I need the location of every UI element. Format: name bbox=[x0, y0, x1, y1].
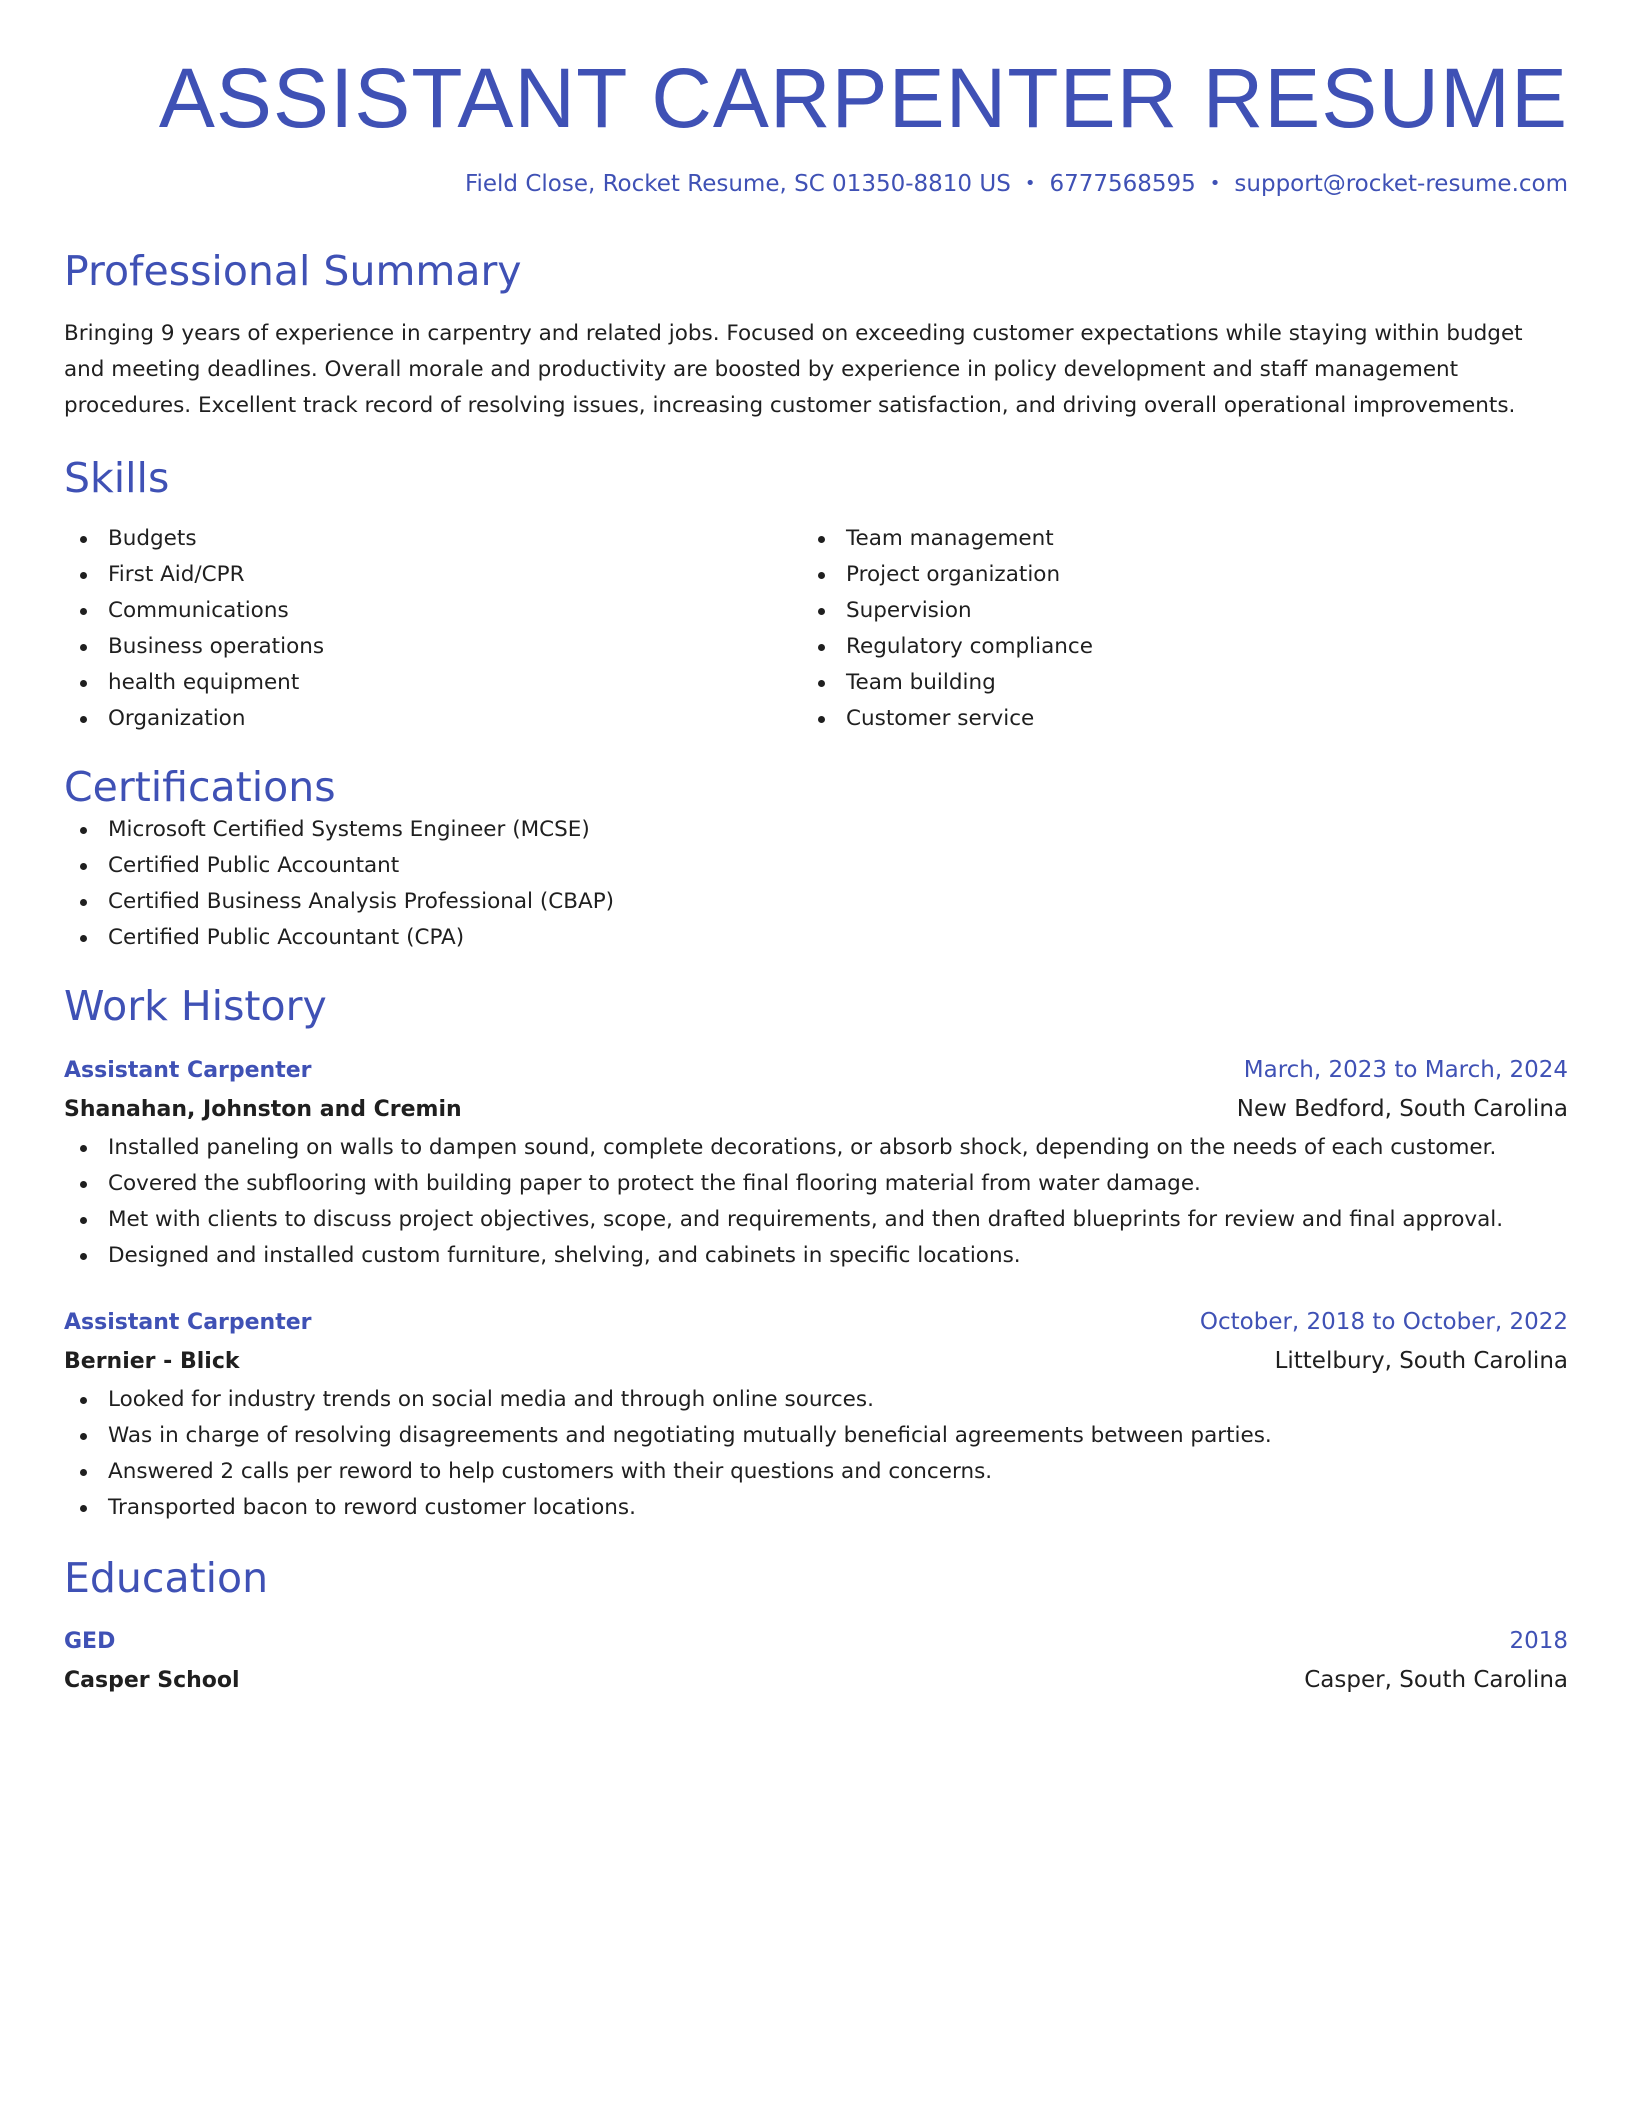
contact-phone: 6777568595 bbox=[1049, 170, 1196, 197]
certifications-heading: Certifications bbox=[64, 763, 336, 812]
education-location: Casper, South Carolina bbox=[1304, 1666, 1568, 1693]
job-location: Littelbury, South Carolina bbox=[1274, 1347, 1568, 1374]
skill-item: Business operations bbox=[64, 629, 802, 665]
certifications-list bbox=[64, 812, 1568, 956]
skills-list-right bbox=[802, 521, 1540, 737]
skills-heading: Skills bbox=[64, 453, 170, 502]
separator-dot: • bbox=[1209, 172, 1221, 194]
separator-dot: • bbox=[1024, 172, 1036, 194]
skill-item: Supervision bbox=[802, 593, 1540, 629]
certification-item: Certified Business Analysis Professional (CBAP) bbox=[64, 884, 1568, 920]
job-company-row bbox=[64, 1089, 1568, 1130]
contact-email: support@rocket-resume.com bbox=[1234, 170, 1568, 197]
education-school-row bbox=[64, 1660, 1568, 1701]
contact-address: Field Close, Rocket Resume, SC 01350-8810 US bbox=[464, 170, 1011, 197]
skill-item: First Aid/CPR bbox=[64, 557, 802, 593]
job-bullet: Installed paneling on walls to dampen sound, complete decorations, or absorb shock, depending on the needs of each customer. bbox=[64, 1130, 1568, 1166]
job-bullet: Met with clients to discuss project objectives, scope, and requirements, and then drafted blueprints for review and final approval. bbox=[64, 1202, 1568, 1238]
contact-line bbox=[64, 171, 1568, 197]
education-heading: Education bbox=[64, 1553, 269, 1602]
skill-item: Communications bbox=[64, 593, 802, 629]
education-degree: GED bbox=[64, 1628, 116, 1654]
job-bullet: Was in charge of resolving disagreements and negotiating mutually beneficial agreements between parties. bbox=[64, 1418, 1568, 1454]
job-dates: March, 2023 to March, 2024 bbox=[1243, 1056, 1568, 1083]
job-header-row bbox=[64, 1052, 1568, 1089]
job-bullet: Answered 2 calls per reword to help customers with their questions and concerns. bbox=[64, 1454, 1568, 1490]
job-dates: October, 2018 to October, 2022 bbox=[1199, 1308, 1568, 1335]
job-bullets bbox=[64, 1382, 1568, 1526]
skills-list-left bbox=[64, 521, 802, 737]
job-location: New Bedford, South Carolina bbox=[1236, 1095, 1568, 1122]
certification-item: Certified Public Accountant (CPA) bbox=[64, 920, 1568, 956]
skill-item: Project organization bbox=[802, 557, 1540, 593]
skill-item: Budgets bbox=[64, 521, 802, 557]
skills-grid bbox=[64, 521, 1568, 737]
job-role: Assistant Carpenter bbox=[64, 1057, 312, 1083]
certification-item: Certified Public Accountant bbox=[64, 848, 1568, 884]
skill-item: Regulatory compliance bbox=[802, 629, 1540, 665]
job-bullet: Covered the subflooring with building paper to protect the final flooring material from water damage. bbox=[64, 1166, 1568, 1202]
certification-item: Microsoft Certified Systems Engineer (MCSE) bbox=[64, 812, 1568, 848]
summary-heading: Professional Summary bbox=[64, 246, 522, 295]
job-header-row bbox=[64, 1304, 1568, 1341]
job-bullet: Looked for industry trends on social media and through online sources. bbox=[64, 1382, 1568, 1418]
job-bullet: Transported bacon to reword customer locations. bbox=[64, 1490, 1568, 1526]
summary-text: Bringing 9 years of experience in carpentry and related jobs. Focused on exceeding customer expectations while staying within budget and meeting deadlines. Overall morale and productivity are boosted by experience in policy development and staff management procedures. Excellent track record of resolving issues, increasing customer satisfaction, and driving overall operational improvements. bbox=[64, 320, 1523, 418]
job-company: Bernier - Blick bbox=[64, 1348, 240, 1374]
skill-item: Customer service bbox=[802, 701, 1540, 737]
skill-item: health equipment bbox=[64, 665, 802, 701]
job-entry bbox=[64, 1052, 1568, 1274]
work-history-heading: Work History bbox=[64, 982, 327, 1031]
resume-title: ASSISTANT CARPENTER RESUME bbox=[158, 51, 1568, 145]
job-bullets bbox=[64, 1130, 1568, 1274]
education-entry bbox=[64, 1623, 1568, 1701]
skill-item: Organization bbox=[64, 701, 802, 737]
skill-item: Team building bbox=[802, 665, 1540, 701]
job-company: Shanahan, Johnston and Cremin bbox=[64, 1096, 462, 1122]
resume-header bbox=[64, 48, 1568, 197]
job-bullet: Designed and installed custom furniture, shelving, and cabinets in specific locations. bbox=[64, 1238, 1568, 1274]
job-entry bbox=[64, 1304, 1568, 1526]
education-year: 2018 bbox=[1509, 1627, 1568, 1654]
education-school: Casper School bbox=[64, 1667, 240, 1693]
education-header-row bbox=[64, 1623, 1568, 1660]
skill-item: Team management bbox=[802, 521, 1540, 557]
job-company-row bbox=[64, 1341, 1568, 1382]
job-role: Assistant Carpenter bbox=[64, 1309, 312, 1335]
